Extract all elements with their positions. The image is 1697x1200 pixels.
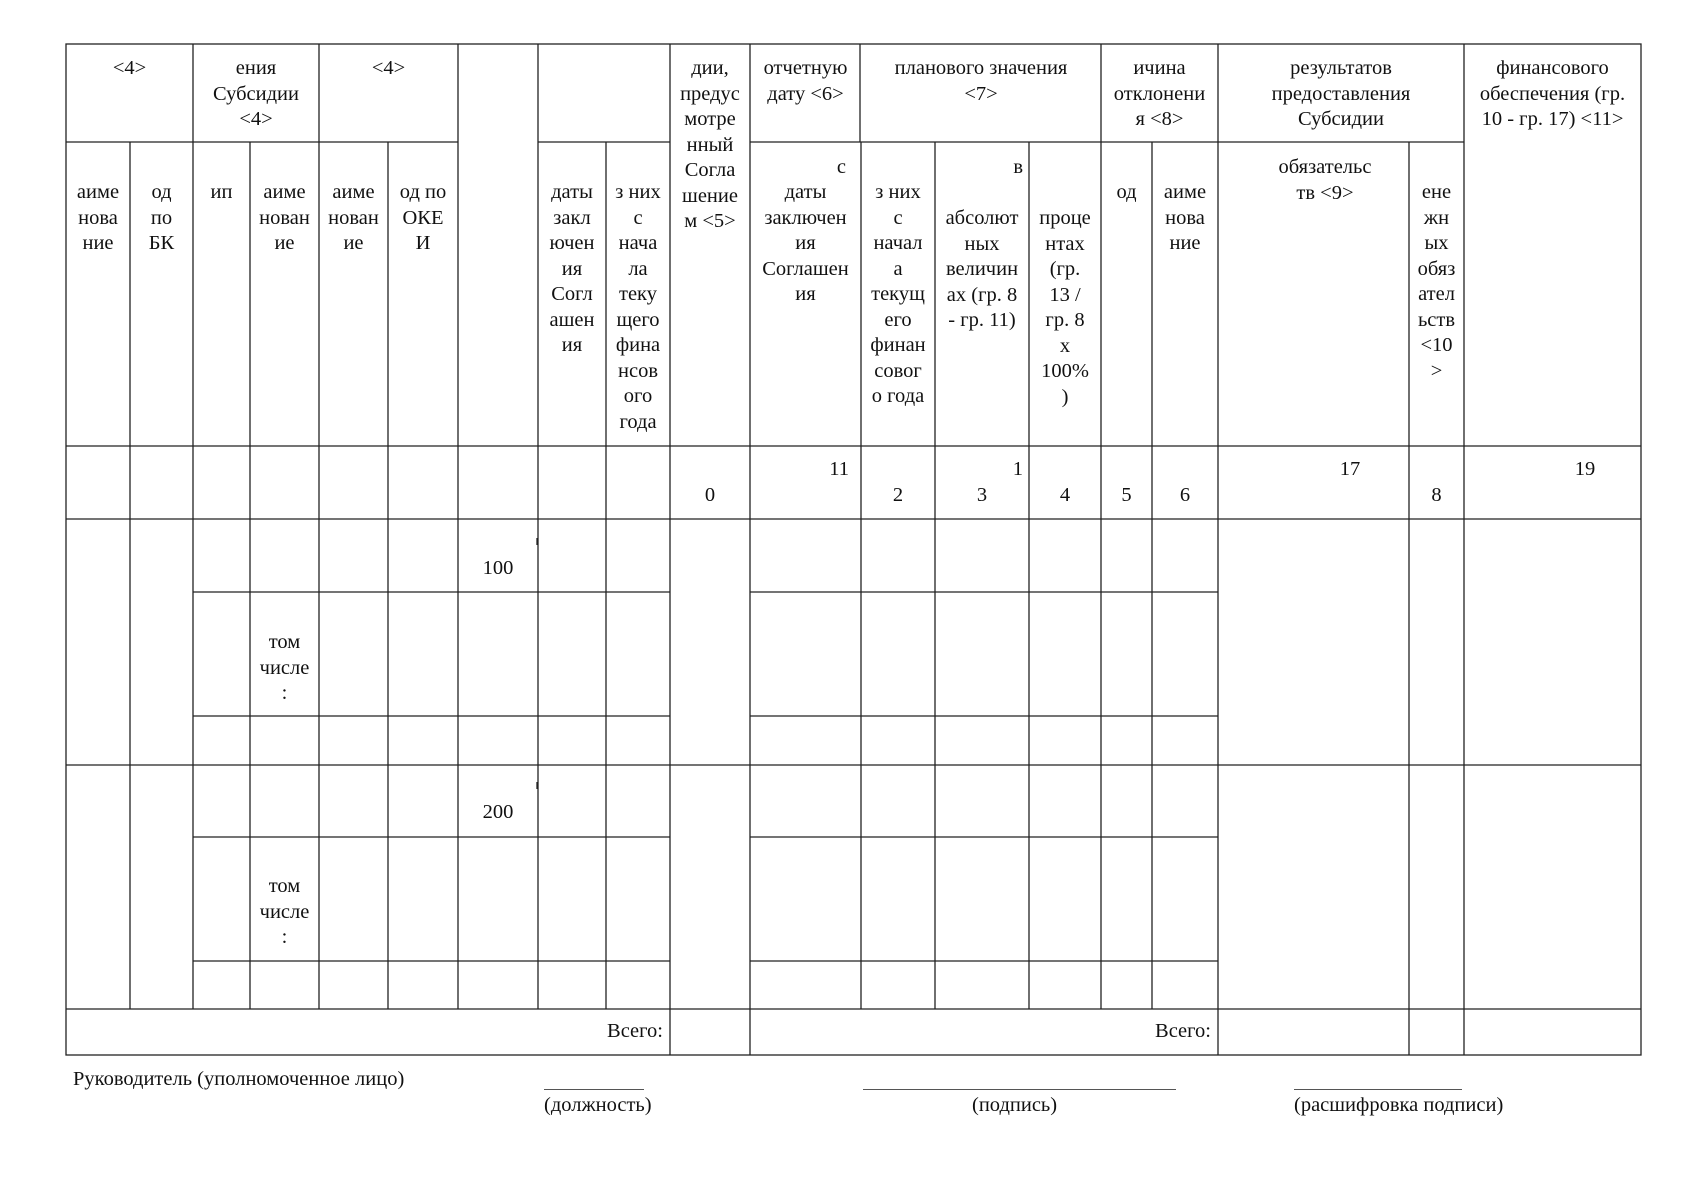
header-col17-18-group: результатов предоставления Субсидии <box>1271 57 1411 130</box>
colnum-13: 3 <box>976 484 988 506</box>
header-col10: дии, предус мотре нный Согла шение м <5> <box>680 57 740 232</box>
header-col15-16-group: ичина отклонени я <8> <box>1113 57 1206 130</box>
decoding-caption: (расшифровка подписи) <box>1294 1094 1504 1116</box>
header-col3: ип <box>210 181 233 203</box>
header-col18: ене жн ых обяз ател ьств <10 > <box>1417 181 1456 382</box>
header-col12: з них с начал а текущ его финан совог о года <box>870 181 926 407</box>
colnum-15: 5 <box>1121 484 1132 506</box>
row-code-100: 100 <box>482 557 514 579</box>
colnum-17: 17 <box>1339 458 1361 480</box>
header-col1-2-group: <4> <box>112 57 147 79</box>
position-line <box>544 1089 644 1090</box>
header-col5: аиме нован ие <box>328 181 379 254</box>
header-col15: од <box>1116 181 1137 203</box>
colnum-14: 4 <box>1059 484 1071 506</box>
position-caption: (должность) <box>544 1094 652 1116</box>
colnum-12: 2 <box>892 484 904 506</box>
colnum-10: 0 <box>704 484 716 506</box>
colnum-11: 11 <box>829 458 849 480</box>
header-col4: аиме нован ие <box>259 181 310 254</box>
colnum-19: 19 <box>1574 458 1596 480</box>
header-col11: отчетную дату <6> <box>763 57 848 105</box>
head-label: Руководитель (уполномоченное лицо) <box>73 1068 405 1090</box>
header-col13: абсолют ных величин ах (гр. 8 - гр. 11) <box>945 207 1019 331</box>
header-col3-4-group: ения Субсидии <4> <box>212 57 299 130</box>
signature-caption: (подпись) <box>972 1094 1058 1116</box>
header-col13-sub-v: в <box>1013 156 1023 178</box>
header-col11-sub: даты заключен ия Соглашен ия <box>762 181 849 305</box>
colnum-13-top: 1 <box>1012 458 1023 480</box>
including-label-1: том числе : <box>259 631 310 704</box>
colnum-16: 6 <box>1179 484 1191 506</box>
header-col16: аиме нова ние <box>1163 181 1207 254</box>
decoding-line <box>1294 1089 1462 1090</box>
total-label-left: Всего: <box>607 1020 663 1042</box>
header-col5-6-group: <4> <box>371 57 406 79</box>
signature-line <box>863 1089 1176 1090</box>
header-col17: обязательс тв <9> <box>1278 156 1372 204</box>
header-col19: финансового обеспечения (гр. 10 - гр. 17) <11> <box>1479 57 1626 130</box>
header-col2: од по БК <box>148 181 175 254</box>
total-label-right: Всего: <box>1155 1020 1211 1042</box>
header-col1: аиме нова ние <box>76 181 120 254</box>
including-label-2: том числе : <box>259 875 310 948</box>
header-col9: з них с нача ла теку щего фина нсов ого года <box>615 181 661 433</box>
colnum-18: 8 <box>1431 484 1442 506</box>
header-col8: даты закл ючен ия Согл ашен ия <box>549 181 595 356</box>
header-col14: проце нтах (гр. 13 / гр. 8 х 100% ) <box>1039 207 1091 408</box>
header-col12-14-group: планового значения <7> <box>894 57 1068 105</box>
header-col6: од по ОКЕ И <box>399 181 447 254</box>
header-col11-sub-c: с <box>836 156 846 178</box>
row-code-200: 200 <box>482 801 514 823</box>
